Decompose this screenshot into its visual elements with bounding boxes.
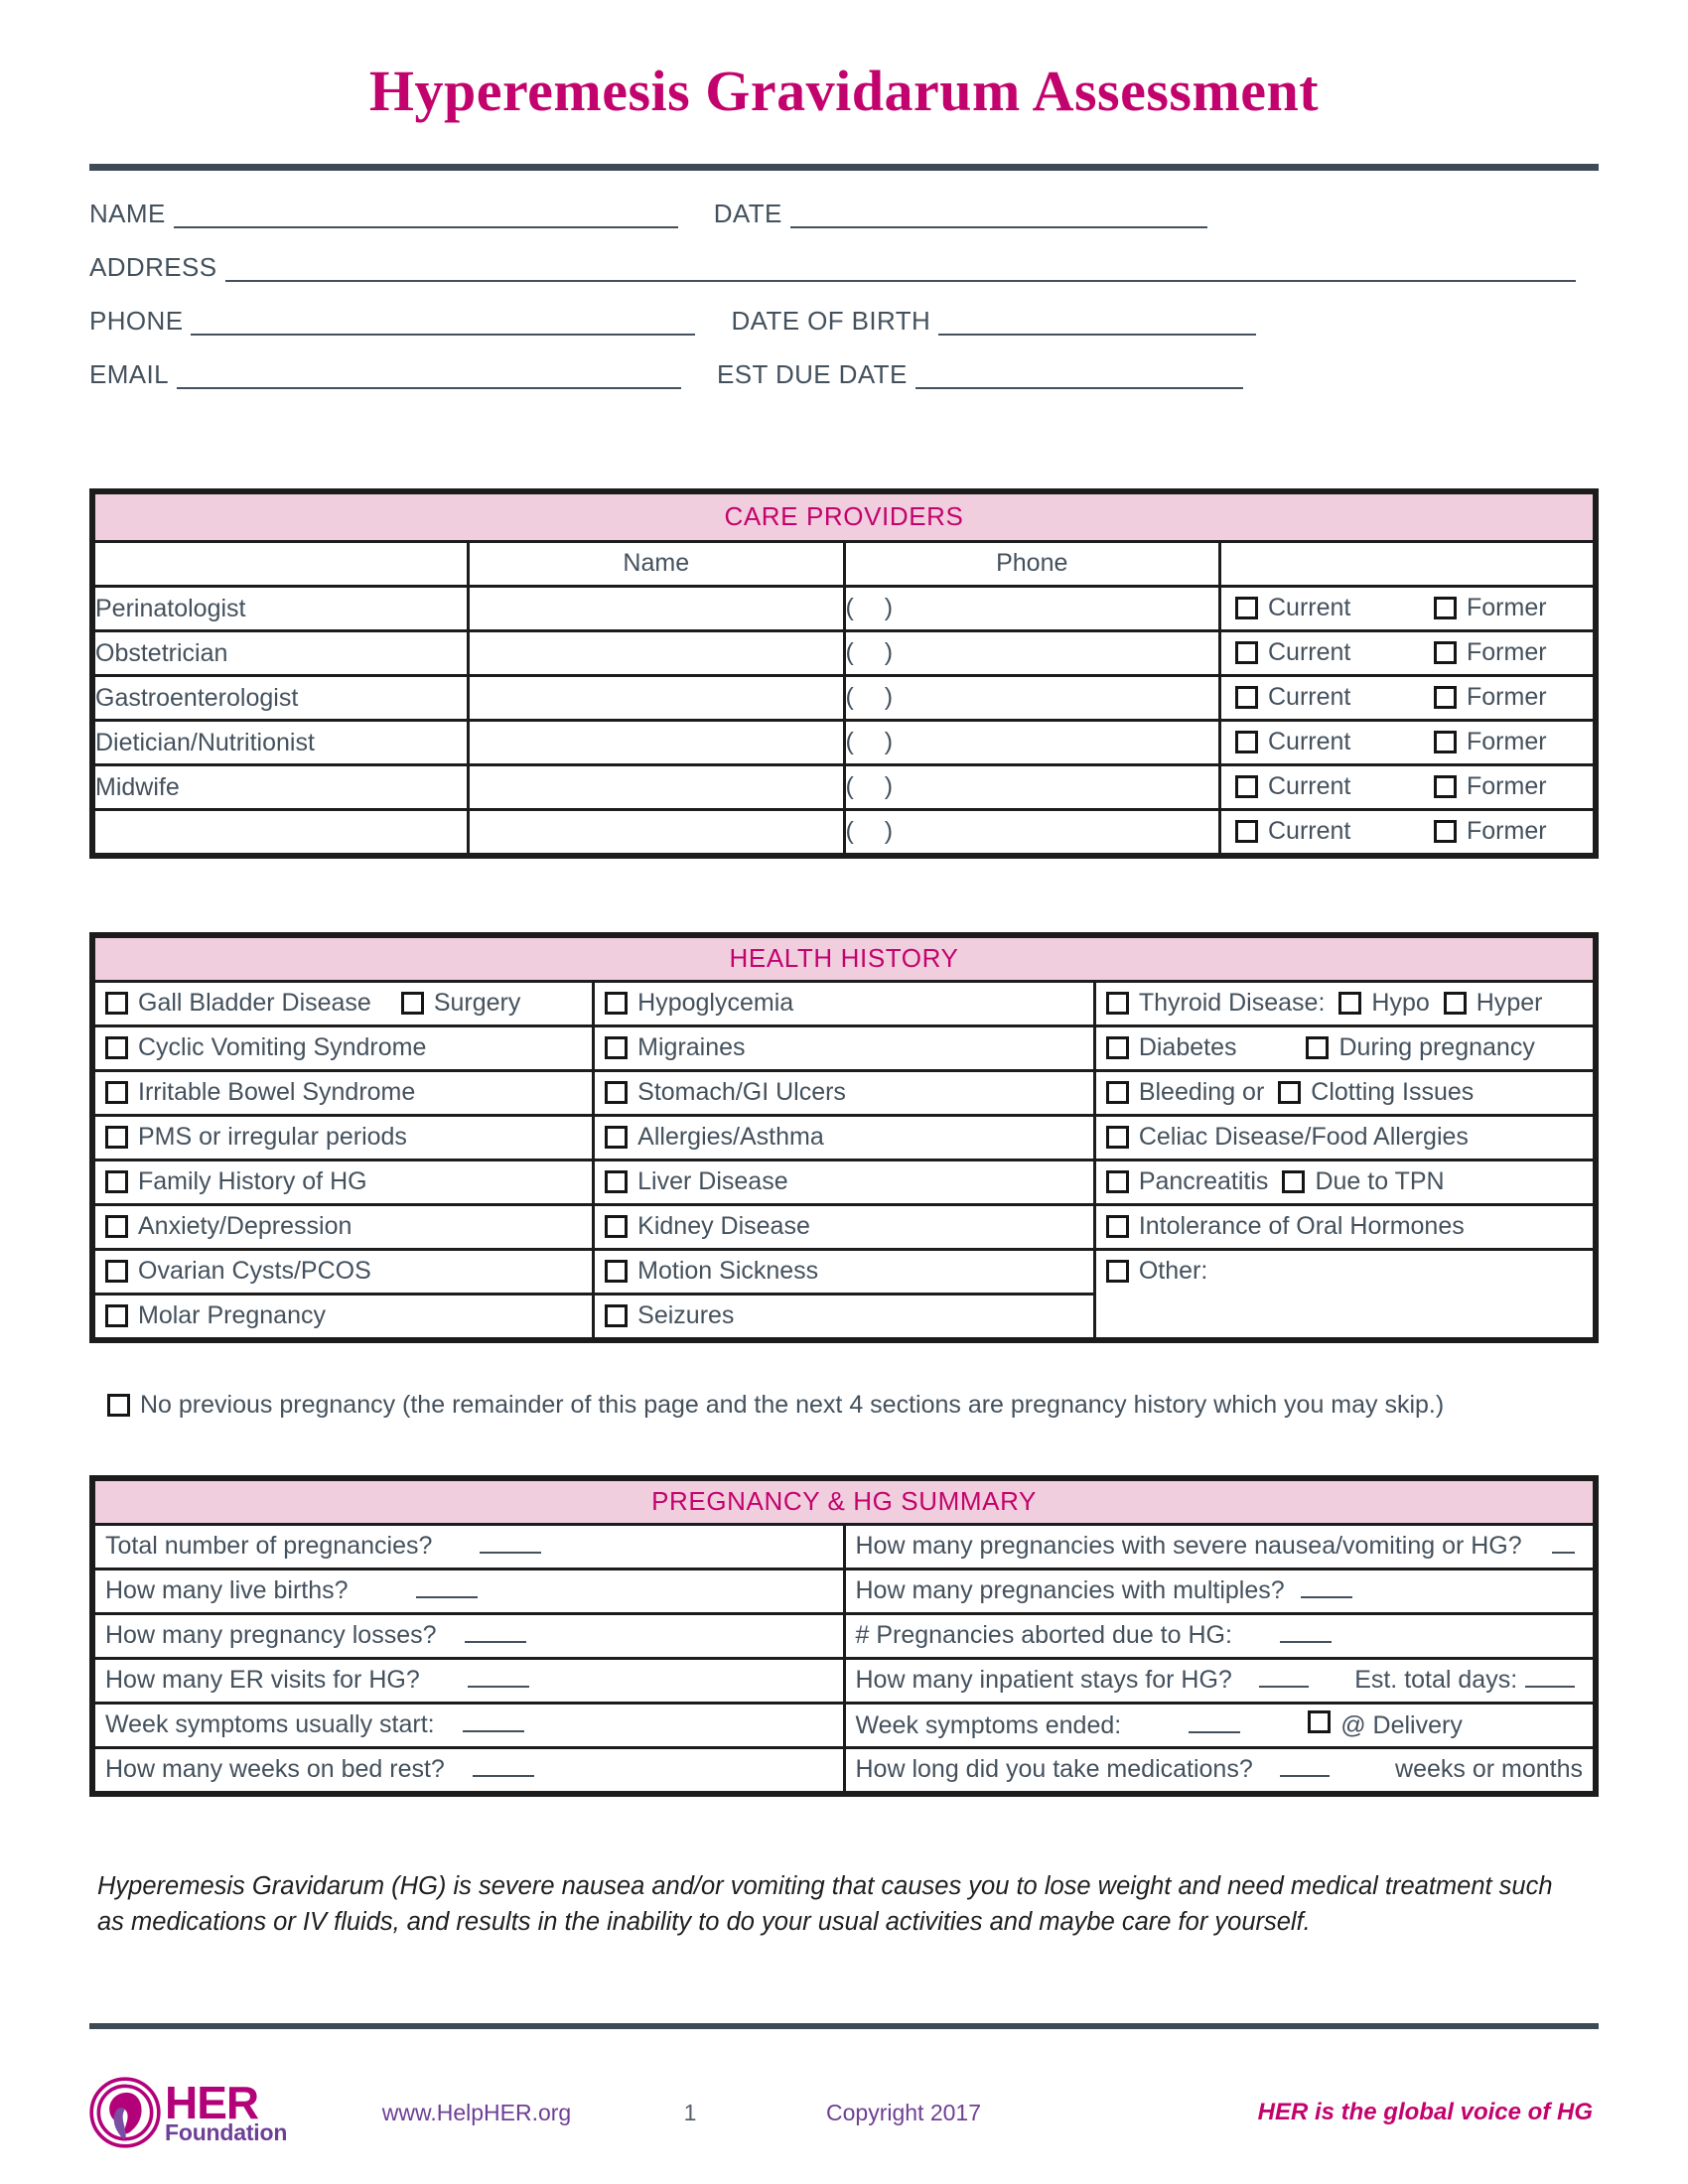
checkbox-icon[interactable] xyxy=(1106,1126,1129,1149)
current-label: Current xyxy=(1268,683,1351,712)
health-item-cell xyxy=(92,1249,594,1294)
summary-cell-left xyxy=(92,1658,844,1703)
provider-role: Perinatologist xyxy=(92,586,469,630)
phone-field[interactable] xyxy=(89,305,695,336)
checkbox-icon[interactable] xyxy=(1235,597,1258,619)
table-row xyxy=(92,1703,1596,1747)
checkbox-icon[interactable] xyxy=(1338,992,1361,1015)
checkbox-icon[interactable] xyxy=(105,1170,128,1193)
health-item-cell xyxy=(92,1294,594,1340)
provider-name-cell[interactable] xyxy=(469,720,845,764)
current-option[interactable] xyxy=(1235,638,1434,667)
answer-blank[interactable] xyxy=(480,1532,541,1554)
health-item-label: Diabetes xyxy=(1138,1033,1237,1062)
health-item-sublabel: Hypo xyxy=(1371,989,1430,1018)
table-row xyxy=(92,720,1596,764)
checkbox-icon[interactable] xyxy=(1308,1710,1331,1733)
health-item-label: Intolerance of Oral Hormones xyxy=(1138,1212,1465,1241)
provider-name-cell[interactable] xyxy=(469,764,845,809)
checkbox-icon[interactable] xyxy=(1106,992,1129,1015)
surgery-option[interactable] xyxy=(401,989,521,1018)
no-previous-pregnancy-option[interactable] xyxy=(107,1391,1599,1420)
logo-foundation-text: Foundation xyxy=(165,2119,288,2146)
name-label: NAME xyxy=(89,198,166,228)
health-item-sublabel: Clotting Issues xyxy=(1311,1078,1475,1107)
health-item-cell xyxy=(92,981,594,1025)
answer-blank[interactable] xyxy=(1552,1532,1575,1554)
col-header-role xyxy=(92,541,469,586)
name-field[interactable] xyxy=(89,198,678,228)
table-row xyxy=(92,1070,1596,1115)
spacer xyxy=(89,1420,1599,1475)
health-item-cell xyxy=(594,1249,1095,1294)
health-item-cell xyxy=(1094,1160,1596,1204)
checkbox-icon[interactable] xyxy=(1278,1081,1301,1104)
phone-label: PHONE xyxy=(89,305,184,336)
summary-cell-right xyxy=(844,1747,1596,1794)
family-history-hg-option[interactable] xyxy=(95,1167,592,1196)
date-of-birth-label: DATE OF BIRTH xyxy=(731,305,931,336)
provider-status-cell xyxy=(1220,630,1597,675)
est-due-date-label: EST DUE DATE xyxy=(717,358,908,389)
hg-definition-text: Hyperemesis Gravidarum (HG) is severe nausea and/or vomiting that causes you to lose weight and need medical treatment such as medications or IV fluids, and results in the inability to do your usual activities and maybe care for yourself. xyxy=(97,1871,1553,1937)
answer-blank[interactable] xyxy=(1189,1711,1240,1733)
provider-phone-cell[interactable]: ( ) xyxy=(844,764,1220,809)
checkbox-icon[interactable] xyxy=(1434,731,1457,753)
pregnancy-summary-header-row xyxy=(92,1478,1596,1525)
summary-cell-left xyxy=(92,1747,844,1794)
checkbox-icon[interactable] xyxy=(1444,992,1467,1015)
former-label: Former xyxy=(1467,594,1547,622)
health-item-cell xyxy=(92,1025,594,1070)
former-label: Former xyxy=(1467,772,1547,801)
checkbox-icon[interactable] xyxy=(1235,775,1258,798)
field-row-name-date xyxy=(89,198,1599,228)
former-option[interactable] xyxy=(1434,817,1547,846)
page-title: Hyperemesis Gravidarum Assessment xyxy=(368,59,1320,123)
health-item-cell xyxy=(594,1204,1095,1249)
health-item-label: Allergies/Asthma xyxy=(637,1123,824,1152)
date-field[interactable] xyxy=(713,198,1207,228)
former-label: Former xyxy=(1467,638,1547,667)
health-item-cell xyxy=(1094,1070,1596,1115)
answer-blank[interactable] xyxy=(465,1621,526,1643)
checkbox-icon[interactable] xyxy=(1434,686,1457,709)
summary-cell-left xyxy=(92,1703,844,1747)
date-input-line[interactable] xyxy=(790,201,1207,228)
title-divider xyxy=(89,164,1599,171)
due-to-tpn-option[interactable] xyxy=(1282,1167,1444,1196)
migraines-option[interactable] xyxy=(595,1033,1093,1062)
health-item-cell xyxy=(92,1160,594,1204)
provider-status-cell xyxy=(1220,586,1597,630)
summary-question-extra: weeks or months xyxy=(1395,1755,1583,1784)
provider-status-cell xyxy=(1220,675,1597,720)
health-item-cell-other[interactable] xyxy=(1094,1249,1596,1340)
footer-copyright: Copyright 2017 xyxy=(826,2099,981,2125)
identity-fields xyxy=(89,198,1599,389)
table-row xyxy=(92,1160,1596,1204)
seizures-option[interactable] xyxy=(595,1301,1093,1330)
current-label: Current xyxy=(1268,772,1351,801)
irritable-bowel-syndrome-option[interactable] xyxy=(95,1078,592,1107)
checkbox-icon[interactable] xyxy=(105,992,128,1015)
spacer xyxy=(89,859,1599,932)
table-row xyxy=(92,1204,1596,1249)
checkbox-icon[interactable] xyxy=(1282,1170,1305,1193)
checkbox-icon[interactable] xyxy=(605,1036,628,1059)
care-providers-table xyxy=(89,488,1599,859)
answer-blank[interactable] xyxy=(468,1666,529,1688)
checkbox-icon[interactable] xyxy=(1235,686,1258,709)
thyroid-disease-option[interactable] xyxy=(1106,989,1326,1018)
health-item-label: Pancreatitis xyxy=(1138,1167,1269,1196)
pregnancy-summary-table xyxy=(89,1475,1599,1797)
hypoglycemia-option[interactable] xyxy=(595,989,1093,1018)
health-item-cell xyxy=(594,1294,1095,1340)
molar-pregnancy-option[interactable] xyxy=(95,1301,592,1330)
checkbox-icon[interactable] xyxy=(1434,641,1457,664)
kidney-disease-option[interactable] xyxy=(595,1212,1093,1241)
stomach-gi-ulcers-option[interactable] xyxy=(595,1078,1093,1107)
checkbox-icon[interactable] xyxy=(1434,775,1457,798)
summary-question: How many pregnancies with multiples? xyxy=(855,1576,1285,1605)
checkbox-icon[interactable] xyxy=(1306,1036,1329,1059)
field-row-email-due xyxy=(89,358,1599,389)
health-item-label: PMS or irregular periods xyxy=(138,1123,407,1152)
current-label: Current xyxy=(1268,638,1351,667)
table-row xyxy=(92,586,1596,630)
table-row xyxy=(92,1524,1596,1569)
current-label: Current xyxy=(1268,728,1351,756)
skip-note-label: No previous pregnancy (the remainder of this page and the next 4 sections are pregnancy history which you may skip.) xyxy=(140,1390,1445,1419)
health-item-sublabel: Hyper xyxy=(1476,989,1543,1018)
table-row xyxy=(92,675,1596,720)
checkbox-icon[interactable] xyxy=(1235,820,1258,843)
email-field[interactable] xyxy=(89,358,681,389)
summary-question: # Pregnancies aborted due to HG: xyxy=(855,1621,1232,1650)
field-row-address xyxy=(89,251,1599,282)
health-item-label: Motion Sickness xyxy=(637,1257,819,1286)
health-item-label: Irritable Bowel Syndrome xyxy=(138,1078,416,1107)
est-due-date-field[interactable] xyxy=(717,358,1243,389)
health-history-header-row xyxy=(92,935,1596,982)
summary-cell-right xyxy=(844,1569,1596,1613)
phone-input-line[interactable] xyxy=(191,308,695,336)
address-field[interactable] xyxy=(89,251,1576,282)
answer-blank[interactable] xyxy=(473,1755,534,1777)
health-item-label: Seizures xyxy=(637,1301,735,1330)
email-label: EMAIL xyxy=(89,358,170,389)
health-item-label: Hypoglycemia xyxy=(637,989,794,1018)
answer-blank[interactable] xyxy=(1280,1755,1330,1777)
current-option[interactable] xyxy=(1235,683,1434,712)
other-option[interactable] xyxy=(1096,1251,1593,1293)
provider-status-cell xyxy=(1220,764,1597,809)
provider-status-cell xyxy=(1220,809,1597,856)
provider-name-cell[interactable] xyxy=(469,586,845,630)
former-option[interactable] xyxy=(1434,772,1547,801)
health-item-cell xyxy=(594,1070,1095,1115)
provider-phone-cell[interactable]: ( ) xyxy=(844,809,1220,856)
health-history-section-title: HEALTH HISTORY xyxy=(92,935,1596,982)
health-item-cell xyxy=(1094,1204,1596,1249)
checkbox-icon[interactable] xyxy=(1235,641,1258,664)
table-row xyxy=(92,809,1596,856)
former-label: Former xyxy=(1467,728,1547,756)
summary-question: How many pregnancy losses? xyxy=(105,1621,437,1650)
hypo-option[interactable] xyxy=(1338,989,1429,1018)
health-item-label: Migraines xyxy=(637,1033,746,1062)
answer-blank[interactable] xyxy=(1280,1621,1332,1643)
health-item-label: Other: xyxy=(1138,1257,1208,1286)
health-item-cell xyxy=(92,1115,594,1160)
ovarian-cysts-pcos-option[interactable] xyxy=(95,1257,592,1286)
current-option[interactable] xyxy=(1235,594,1434,622)
health-item-label: Kidney Disease xyxy=(637,1212,810,1241)
footer-website-link[interactable]: www.HelpHER.org xyxy=(381,2099,572,2125)
answer-blank[interactable] xyxy=(463,1710,524,1732)
current-option[interactable] xyxy=(1235,728,1434,756)
date-of-birth-field[interactable] xyxy=(731,305,1256,336)
table-row xyxy=(92,1569,1596,1613)
provider-role: Midwife xyxy=(92,764,469,809)
footer-divider xyxy=(89,2023,1599,2029)
during-pregnancy-option[interactable] xyxy=(1306,1033,1534,1062)
summary-question: How long did you take medications? xyxy=(855,1755,1253,1784)
checkbox-icon[interactable] xyxy=(605,992,628,1015)
health-item-label: Family History of HG xyxy=(138,1167,367,1196)
checkbox-icon[interactable] xyxy=(1235,731,1258,753)
liver-disease-option[interactable] xyxy=(595,1167,1093,1196)
checkbox-icon[interactable] xyxy=(1106,1215,1129,1238)
pancreatitis-option[interactable] xyxy=(1106,1167,1269,1196)
provider-name-cell[interactable] xyxy=(469,630,845,675)
summary-question: Week symptoms ended: xyxy=(855,1710,1122,1739)
health-item-cell xyxy=(594,981,1095,1025)
address-input-line[interactable] xyxy=(225,254,1576,282)
health-item-cell xyxy=(1094,981,1596,1025)
summary-cell-left xyxy=(92,1524,844,1569)
checkbox-icon[interactable] xyxy=(1106,1260,1129,1283)
checkbox-icon[interactable] xyxy=(105,1081,128,1104)
former-label: Former xyxy=(1467,817,1547,846)
her-seal-icon xyxy=(89,2077,161,2148)
provider-name-cell[interactable] xyxy=(469,809,845,856)
health-item-cell xyxy=(1094,1025,1596,1070)
health-item-cell xyxy=(1094,1115,1596,1160)
care-providers-header-row xyxy=(92,491,1596,542)
health-item-label: Stomach/GI Ulcers xyxy=(637,1078,846,1107)
provider-role[interactable] xyxy=(92,809,469,856)
answer-blank[interactable] xyxy=(1259,1666,1309,1688)
table-row xyxy=(92,1747,1596,1794)
table-row xyxy=(92,764,1596,809)
summary-question: How many live births? xyxy=(105,1576,349,1605)
col-header-phone: Phone xyxy=(844,541,1220,586)
pregnancy-summary-section-title: PREGNANCY & HG SUMMARY xyxy=(92,1478,1596,1525)
table-row xyxy=(92,1658,1596,1703)
date-label: DATE xyxy=(713,198,782,228)
spacer xyxy=(89,415,1599,488)
provider-role: Dietician/Nutritionist xyxy=(92,720,469,764)
health-item-cell xyxy=(594,1160,1095,1204)
table-row xyxy=(92,1115,1596,1160)
summary-cell-right xyxy=(844,1703,1596,1747)
current-option[interactable] xyxy=(1235,817,1434,846)
checkbox-icon[interactable] xyxy=(605,1170,628,1193)
motion-sickness-option[interactable] xyxy=(595,1257,1093,1286)
checkbox-icon[interactable] xyxy=(1434,597,1457,619)
est-due-date-input-line[interactable] xyxy=(915,361,1243,389)
checkbox-icon[interactable] xyxy=(605,1081,628,1104)
checkbox-icon[interactable] xyxy=(105,1215,128,1238)
address-label: ADDRESS xyxy=(89,251,217,282)
health-item-label: Ovarian Cysts/PCOS xyxy=(138,1257,371,1286)
health-item-cell xyxy=(92,1204,594,1249)
date-of-birth-input-line[interactable] xyxy=(938,308,1256,336)
provider-role: Obstetrician xyxy=(92,630,469,675)
checkbox-icon[interactable] xyxy=(105,1304,128,1327)
health-item-label: Liver Disease xyxy=(637,1167,788,1196)
checkbox-icon[interactable] xyxy=(605,1260,628,1283)
summary-question-extra: Est. total days: xyxy=(1354,1666,1518,1695)
table-row xyxy=(92,981,1596,1025)
name-input-line[interactable] xyxy=(174,201,678,228)
checkbox-icon[interactable] xyxy=(1106,1170,1129,1193)
pms-irregular-periods-option[interactable] xyxy=(95,1123,592,1152)
table-row xyxy=(92,1025,1596,1070)
footer-page-number: 1 xyxy=(683,2099,697,2125)
provider-role: Gastroenterologist xyxy=(92,675,469,720)
her-foundation-logo[interactable] xyxy=(89,2077,338,2148)
answer-blank[interactable] xyxy=(1525,1666,1575,1688)
former-label: Former xyxy=(1467,683,1547,712)
table-row xyxy=(92,1613,1596,1658)
summary-question: How many weeks on bed rest? xyxy=(105,1755,445,1784)
logo-her-text: HER xyxy=(165,2076,259,2128)
anxiety-depression-option[interactable] xyxy=(95,1212,592,1241)
summary-cell-right xyxy=(844,1524,1596,1569)
logo-wordmark xyxy=(165,2076,288,2146)
health-item-label: Anxiety/Depression xyxy=(138,1212,352,1241)
page-footer xyxy=(89,2053,1599,2172)
health-item-cell xyxy=(594,1025,1095,1070)
provider-name-cell[interactable] xyxy=(469,675,845,720)
current-label: Current xyxy=(1268,594,1351,622)
health-history-table xyxy=(89,932,1599,1343)
checkbox-icon[interactable] xyxy=(105,1126,128,1149)
provider-phone-cell[interactable]: ( ) xyxy=(844,720,1220,764)
care-providers-column-header-row xyxy=(92,541,1596,586)
current-label: Current xyxy=(1268,817,1351,846)
health-item-label: Bleeding or xyxy=(1138,1078,1265,1107)
table-row xyxy=(92,1249,1596,1294)
summary-question: How many ER visits for HG? xyxy=(105,1666,420,1695)
checkbox-icon[interactable] xyxy=(1106,1036,1129,1059)
col-header-status xyxy=(1220,541,1597,586)
checkbox-icon[interactable] xyxy=(605,1304,628,1327)
current-option[interactable] xyxy=(1235,772,1434,801)
allergies-asthma-option[interactable] xyxy=(595,1123,1093,1152)
clotting-issues-option[interactable] xyxy=(1278,1078,1474,1107)
summary-cell-left xyxy=(92,1613,844,1658)
health-item-label: Gall Bladder Disease xyxy=(138,989,371,1018)
former-option[interactable] xyxy=(1434,594,1547,622)
former-option[interactable] xyxy=(1434,638,1547,667)
summary-question: How many pregnancies with severe nausea/vomiting or HG? xyxy=(855,1532,1522,1561)
provider-phone-cell[interactable]: ( ) xyxy=(844,586,1220,630)
health-item-label: Molar Pregnancy xyxy=(138,1301,326,1330)
checkbox-icon[interactable] xyxy=(105,1260,128,1283)
checkbox-icon[interactable] xyxy=(605,1126,628,1149)
health-item-sublabel: During pregnancy xyxy=(1338,1033,1535,1062)
health-item-label: Celiac Disease/Food Allergies xyxy=(1138,1123,1469,1152)
summary-cell-right xyxy=(844,1613,1596,1658)
health-item-sublabel: Due to TPN xyxy=(1315,1167,1445,1196)
col-header-name: Name xyxy=(469,541,845,586)
checkbox-icon[interactable] xyxy=(105,1036,128,1059)
field-row-phone-dob xyxy=(89,305,1599,336)
footer-tagline: HER is the global voice of HG xyxy=(1257,2099,1593,2125)
checkbox-icon[interactable] xyxy=(107,1394,130,1417)
care-providers-section-title: CARE PROVIDERS xyxy=(92,491,1596,542)
celiac-disease-option[interactable] xyxy=(1096,1123,1593,1152)
health-item-cell xyxy=(594,1115,1095,1160)
table-row xyxy=(92,630,1596,675)
provider-status-cell xyxy=(1220,720,1597,764)
former-option[interactable] xyxy=(1434,728,1547,756)
summary-question: Week symptoms usually start: xyxy=(105,1710,435,1739)
summary-cell-left xyxy=(92,1569,844,1613)
summary-question: How many inpatient stays for HG? xyxy=(855,1666,1232,1695)
checkbox-icon[interactable] xyxy=(1434,820,1457,843)
diabetes-option[interactable] xyxy=(1106,1033,1237,1062)
provider-phone-cell[interactable]: ( ) xyxy=(844,630,1220,675)
hyper-option[interactable] xyxy=(1444,989,1543,1018)
former-option[interactable] xyxy=(1434,683,1547,712)
answer-blank[interactable] xyxy=(1301,1576,1352,1598)
at-delivery-label: @ Delivery xyxy=(1340,1710,1463,1739)
health-item-sublabel: Surgery xyxy=(433,989,521,1018)
cyclic-vomiting-syndrome-option[interactable] xyxy=(95,1033,592,1062)
provider-phone-cell[interactable]: ( ) xyxy=(844,675,1220,720)
health-item-cell xyxy=(92,1070,594,1115)
email-input-line[interactable] xyxy=(177,361,681,389)
bleeding-option[interactable] xyxy=(1106,1078,1264,1107)
health-item-label: Thyroid Disease: xyxy=(1138,989,1326,1018)
checkbox-icon[interactable] xyxy=(605,1215,628,1238)
summary-question: Total number of pregnancies? xyxy=(105,1532,433,1561)
answer-blank[interactable] xyxy=(416,1576,478,1598)
summary-cell-right xyxy=(844,1658,1596,1703)
gall-bladder-disease-option[interactable] xyxy=(105,989,371,1018)
health-item-label: Cyclic Vomiting Syndrome xyxy=(138,1033,427,1062)
checkbox-icon[interactable] xyxy=(401,992,424,1015)
checkbox-icon[interactable] xyxy=(1106,1081,1129,1104)
intolerance-oral-hormones-option[interactable] xyxy=(1096,1212,1593,1241)
